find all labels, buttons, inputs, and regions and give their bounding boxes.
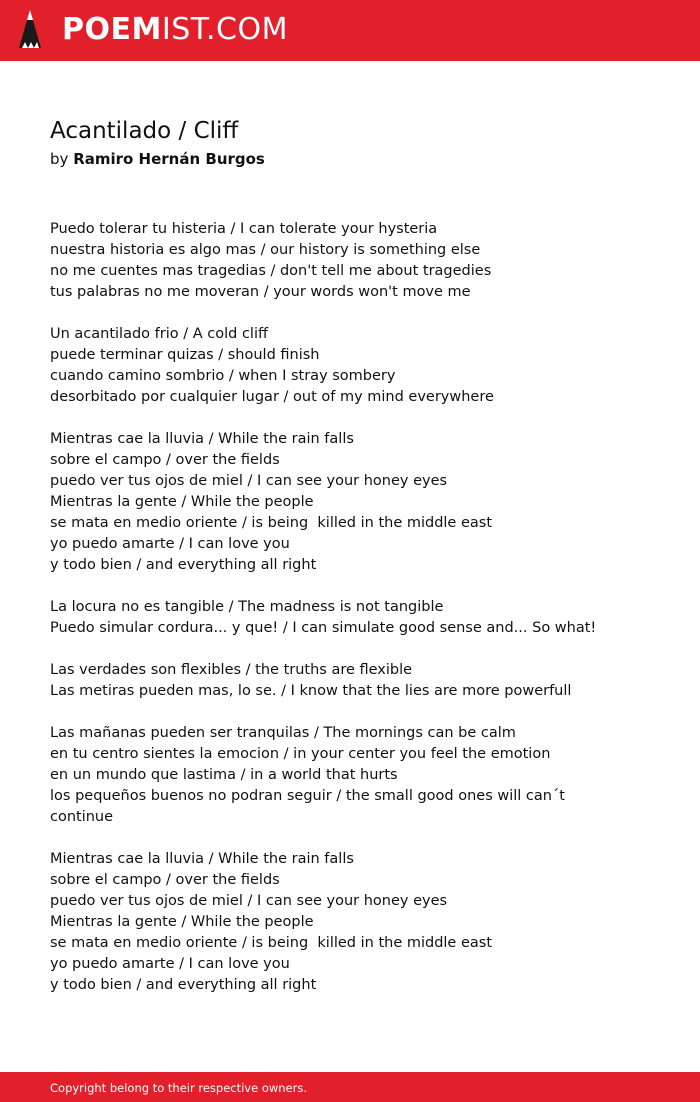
poem-stanza [50,429,670,576]
poem-stanza [50,723,670,828]
poem-line: Las mañanas pueden ser tranquilas / The mornings can be calm [50,725,516,741]
poem-body [50,219,670,1017]
poem-author: Ramiro Hernán Burgos [73,150,265,168]
site-logo[interactable] [62,13,288,47]
poem-line: sobre el campo / over the fields [50,872,280,888]
poem-line: Las verdades son flexibles / the truths are flexible [50,662,413,678]
poem-line: yo puedo amarte / I can love you [50,536,290,552]
poem-line: y todo bien / and everything all right [50,977,317,993]
poem-line: Puedo tolerar tu histeria / I can tolerate your hysteria [50,221,438,237]
poem-line: continue [50,809,114,825]
poem-byline [50,149,265,169]
poem-line: Mientras la gente / While the people [50,494,314,510]
poem-line: yo puedo amarte / I can love you [50,956,290,972]
poem-line: Mientras cae la lluvia / While the rain falls [50,851,354,867]
poem-line: en un mundo que lastima / in a world that hurts [50,767,398,783]
poem-line: Puedo simular cordura... y que! / I can simulate good sense and... So what! [50,620,597,636]
poem-line: tus palabras no me moveran / your words won't move me [50,284,471,300]
poem-line: Un acantilado frio / A cold cliff [50,326,268,342]
poem-line: nuestra historia es algo mas / our history is something else [50,242,481,258]
poem-line: sobre el campo / over the fields [50,452,280,468]
poem-line: puede terminar quizas / should finish [50,347,320,363]
by-label: by [50,150,69,168]
copyright-text: Copyright belong to their respective owners. [50,1081,308,1095]
poem-line: Las metiras pueden mas, lo se. / I know that the lies are more powerfull [50,683,572,699]
poem-stanza [50,849,670,996]
poem-line: se mata en medio oriente / is being killed in the middle east [50,935,493,951]
poem-line: en tu centro sientes la emocion / in your center you feel the emotion [50,746,551,762]
poem-line: cuando camino sombrio / when I stray sombery [50,368,396,384]
poem-line: puedo ver tus ojos de miel / I can see your honey eyes [50,473,448,489]
poem-line: Mientras cae la lluvia / While the rain falls [50,431,354,447]
poem-line: La locura no es tangible / The madness is not tangible [50,599,444,615]
poem-line: Mientras la gente / While the people [50,914,314,930]
poem-stanza [50,660,670,702]
site-footer [0,1072,700,1102]
poem-line: puedo ver tus ojos de miel / I can see your honey eyes [50,893,448,909]
site-header [0,0,700,61]
poem-stanza [50,324,670,408]
pencil-tip-icon [18,9,42,51]
poem-line: y todo bien / and everything all right [50,557,317,573]
logo-light-text: IST.COM [161,12,288,47]
poem-stanza [50,219,670,303]
poem-stanza [50,597,670,639]
poem-line: no me cuentes mas tragedias / don't tell me about tragedies [50,263,492,279]
poem-title: Acantilado / Cliff [50,118,239,144]
poem-line: se mata en medio oriente / is being killed in the middle east [50,515,493,531]
poem-line: desorbitado por cualquier lugar / out of my mind everywhere [50,389,494,405]
poem-line: los pequeños buenos no podran seguir / the small good ones will can´t [50,788,565,804]
logo-bold-text: POEM [62,12,162,47]
